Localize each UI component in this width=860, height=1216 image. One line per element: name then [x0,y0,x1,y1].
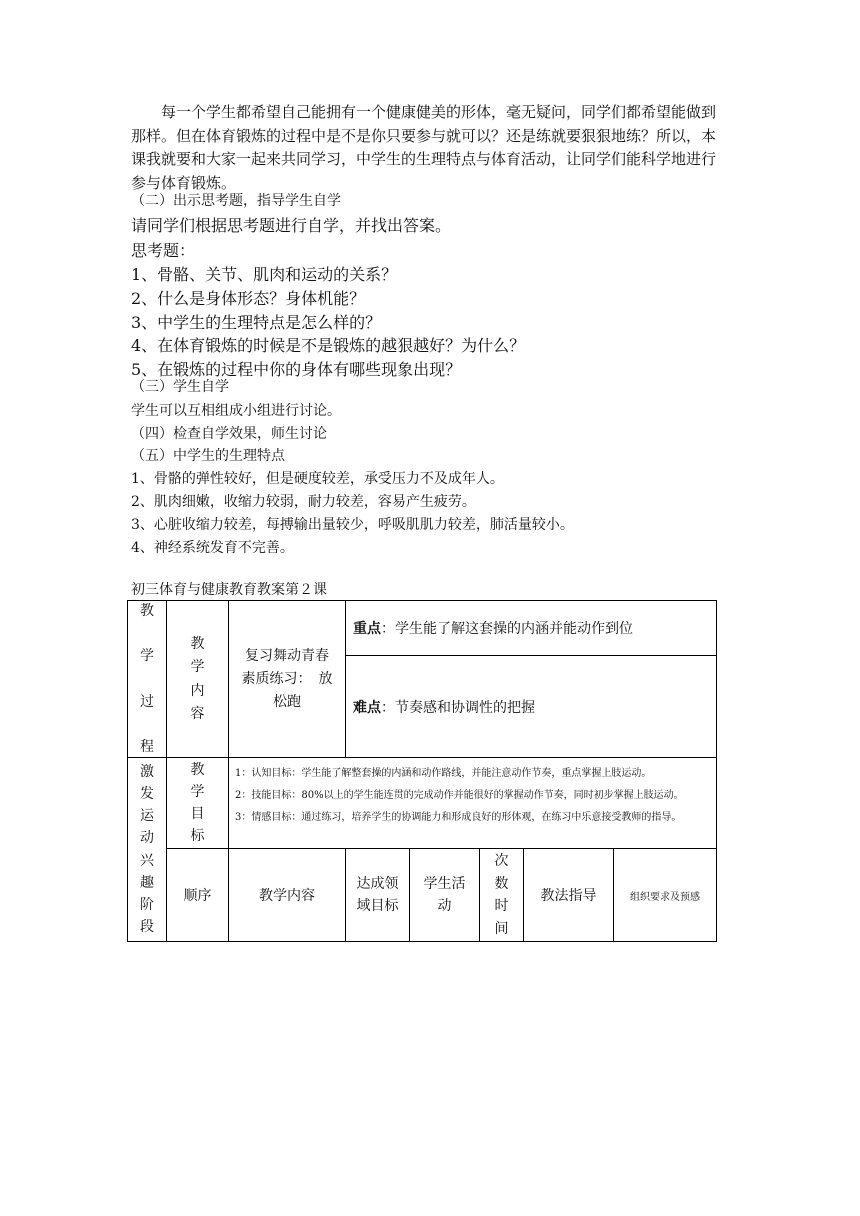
content-text: 复习舞动青春素质练习： 放松跑 [241,647,333,710]
stage-char: 发 [140,785,154,802]
process-char: 教 [140,603,154,619]
content-char: 内 [190,682,205,699]
goals-char: 教 [190,762,205,778]
feature-item: 4、神经系统发育不完善。 [131,540,294,556]
stage-char: 兴 [140,852,154,869]
difficulty-text: ：节奏感和协调性的把握 [381,699,535,716]
content-char: 教 [190,636,205,652]
content-label-cell [167,601,229,758]
goal-item: 2：技能目标：80%以上的学生能连贯的完成动作并能很好的掌握动作节奏，同时初步掌握上肢运动。 [235,790,684,801]
intro-paragraph: 每一个学生都希望自己能拥有一个健康健美的形体，毫无疑问，同学们都希望能做到那样。但在体育锻炼的过程中是不是你只要参与就可以？还是练就要狠狠地练？所以，本课我就要和大家一起来共同学习，中学生的生理特点与体育活动，让同学们能科学地进行参与体育锻炼。 [131,103,717,192]
times-char: 次 [494,853,509,869]
times-char: 间 [494,920,509,937]
times-char: 时 [494,898,509,915]
section2-instruction: 请同学们根据思考题进行自学，并找出答案。 [131,216,452,235]
question-item: 2、什么是身体形态？身体机能？ [131,289,366,308]
goals-char: 标 [190,828,205,844]
content-char: 学 [190,659,205,676]
stage-char: 动 [140,830,154,847]
goals-label-cell [167,758,229,849]
process-char: 过 [140,693,154,710]
goals-char: 学 [190,784,205,800]
content-char: 容 [190,705,205,722]
section3-text: 学生可以互相组成小组进行讨论。 [131,403,341,419]
questions-heading: 思考题： [131,241,196,260]
feature-item: 2、肌肉细嫩，收缩力较弱，耐力较差，容易产生疲劳。 [131,494,476,510]
question-item: 3、中学生的生理特点是怎么样的？ [131,313,382,332]
stage-char: 趣 [140,874,154,891]
header-teaching-content: 教学内容 [229,849,346,942]
process-label-cell [128,601,167,758]
section4-heading: （四）检查自学效果，师生讨论 [131,426,327,442]
header-method: 教法指导 [524,849,614,942]
process-char: 学 [140,648,154,665]
key-label: 重点 [353,621,381,637]
section3-heading: （三）学生自学 [131,379,229,395]
feature-item: 1、骨骼的弹性较好，但是硬度较差，承受压力不及成年人。 [131,471,504,487]
goals-char: 目 [190,806,205,822]
difficulty-label: 难点 [353,699,381,716]
header-target: 达成领域目标 [346,849,410,942]
header-order: 顺序 [167,849,229,942]
question-item: 1、骨骼、关节、肌肉和运动的关系？ [131,265,398,284]
key-point-cell [346,601,717,656]
stage-char: 激 [140,763,154,780]
content-text-cell [229,601,346,758]
process-char: 程 [140,738,154,755]
feature-item: 3、心脏收缩力较差，每搏输出量较少，呼吸肌肌力较差，肺活量较小。 [131,517,574,533]
header-times [480,849,524,942]
question-item: 5、在锻炼的过程中你的身体有哪些现象出现？ [131,360,462,379]
stage-label-cell [128,758,167,942]
stage-char: 运 [140,808,154,825]
lesson-plan-table [127,600,717,942]
key-text: ：学生能了解这套操的内涵并能动作到位 [381,621,633,637]
section5-heading: （五）中学生的生理特点 [131,448,285,464]
goal-item: 1：认知目标：学生能了解整套操的内涵和动作路线，并能注意动作节奏，重点掌握上肢运动。 [235,768,652,779]
question-item: 4、在体育锻炼的时候是不是锻炼的越狠越好？为什么？ [131,336,526,355]
stage-char: 段 [140,919,154,936]
section2-heading: （二）出示思考题，指导学生自学 [131,193,341,209]
header-student-activity: 学生活动 [410,849,480,942]
goal-item: 3：情感目标：通过练习，培养学生的协调能力和形成良好的形体观，在练习中乐意接受教师的指导。 [235,812,682,823]
goals-cell [229,758,717,849]
difficulty-cell [346,656,717,758]
header-organization: 组织要求及预感 [614,849,717,942]
stage-char: 阶 [140,897,154,914]
times-char: 数 [494,875,509,892]
lesson-title: 初三体育与健康教育教案第２课 [131,582,327,598]
